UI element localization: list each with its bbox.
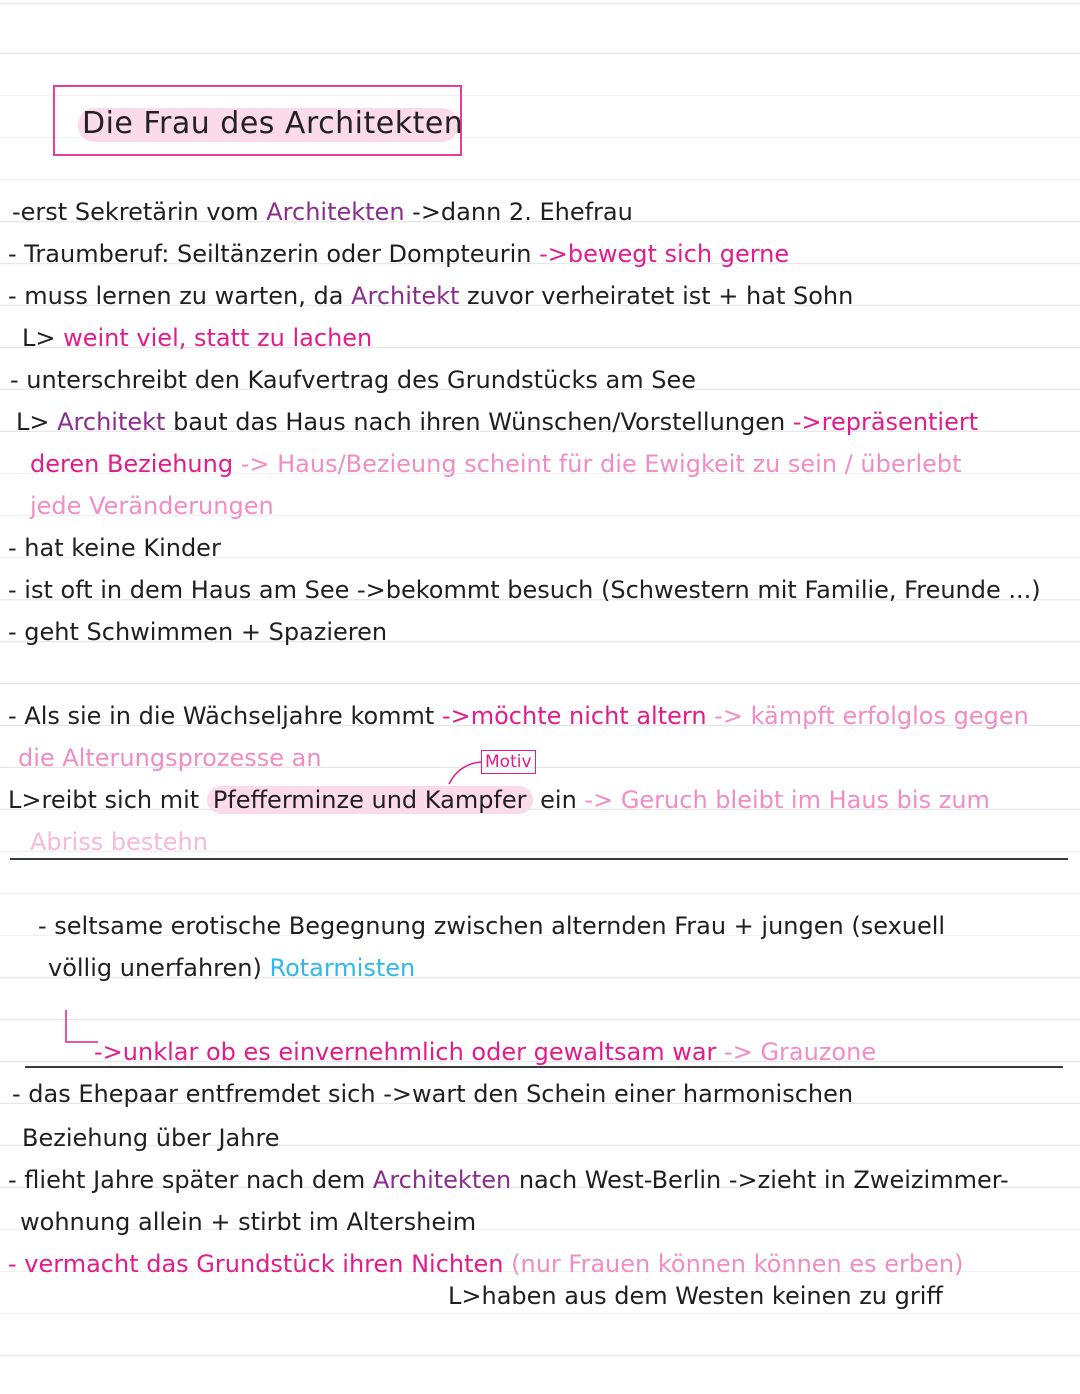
motiv-label: Motiv	[481, 750, 536, 774]
note-line-12: - Als sie in die Wächseljahre kommt ->möchte nicht altern -> kämpft erfolglos gegen	[8, 702, 1029, 730]
note-line-6: L> Architekt baut das Haus nach ihren Wünschen/Vorstellungen ->repräsentiert	[16, 408, 979, 436]
note-line-7: deren Beziehung -> Haus/Bezieung scheint für die Ewigkeit zu sein / überlebt	[30, 450, 962, 478]
divider-line-2	[25, 1066, 1063, 1068]
note-line-14: L>reibt sich mit Pfefferminze und Kampfer ein -> Geruch bleibt im Haus bis zum	[8, 786, 990, 814]
highlight-pfefferminze: Pfefferminze und Kampfer	[207, 786, 533, 814]
note-line-1: -erst Sekretärin vom Architekten ->dann 2. Ehefrau	[12, 198, 633, 226]
note-line-10: - ist oft in dem Haus am See ->bekommt besuch (Schwestern mit Familie, Freunde ...)	[8, 576, 1041, 604]
note-line-3: - muss lernen zu warten, da Architekt zuvor verheiratet ist + hat Sohn	[8, 282, 854, 310]
note-line-22: wohnung allein + stirbt im Altersheim	[20, 1208, 477, 1236]
note-line-15: Abriss bestehn	[30, 828, 208, 856]
note-line-18: ->unklar ob es einvernehmlich oder gewaltsam war -> Grauzone	[94, 1038, 877, 1066]
note-line-20: Beziehung über Jahre	[22, 1124, 280, 1152]
note-line-21: - flieht Jahre später nach dem Architekten nach West-Berlin ->zieht in Zweizimmer-	[8, 1166, 1009, 1194]
note-line-13: die Alterungsprozesse an	[18, 744, 322, 772]
note-line-9: - hat keine Kinder	[8, 534, 221, 562]
note-line-4: L> weint viel, statt zu lachen	[22, 324, 373, 352]
note-line-2: - Traumberuf: Seiltänzerin oder Dompteurin ->bewegt sich gerne	[8, 240, 790, 268]
note-line-23: - vermacht das Grundstück ihren Nichten (nur Frauen können können es erben)	[8, 1250, 964, 1278]
note-line-19: - das Ehepaar entfremdet sich ->wart den Schein einer harmonischen	[12, 1080, 854, 1108]
note-line-24: L>haben aus dem Westen keinen zu griff	[448, 1282, 943, 1310]
note-line-11: - geht Schwimmen + Spazieren	[8, 618, 388, 646]
note-line-17: völlig unerfahren) Rotarmisten	[48, 954, 416, 982]
note-line-8: jede Veränderungen	[30, 492, 274, 520]
note-line-5: - unterschreibt den Kaufvertrag des Grundstücks am See	[10, 366, 697, 394]
divider-line-1	[10, 858, 1068, 860]
page-title: Die Frau des Architekten	[82, 106, 464, 141]
note-line-16: - seltsame erotische Begegnung zwischen alternden Frau + jungen (sexuell	[38, 912, 946, 940]
